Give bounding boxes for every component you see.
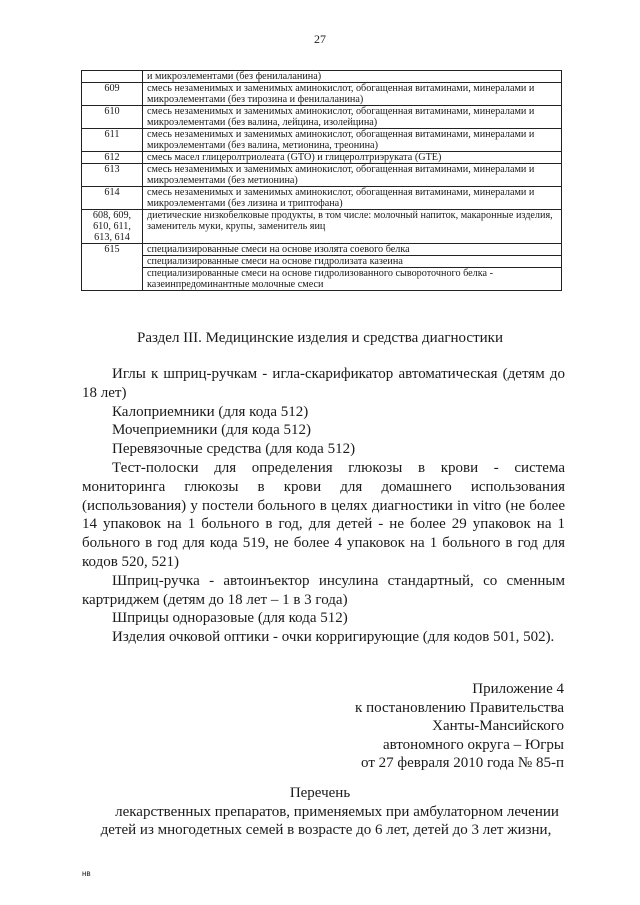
- table-cell-code: 613: [82, 164, 143, 187]
- table-cell-description: смесь незаменимых и заменимых аминокислот, обогащенная витаминами, минералами и микроэлементами (без валина, метионина, треонина): [143, 129, 562, 152]
- table-cell-description: смесь незаменимых и заменимых аминокислот, обогащенная витаминами, минералами и микроэлементами (без метионина): [143, 164, 562, 187]
- appendix-line: от 27 февраля 2010 года № 85-п: [361, 755, 564, 771]
- table-cell-code: 615: [82, 244, 143, 291]
- table-row: [82, 152, 562, 164]
- page-number: 27: [314, 32, 326, 46]
- paragraph-test-strips: Тест-полоски для определения глюкозы в крови - система мониторинга глюкозы в крови для домашнего использования (использования) у постели больного в целях диагностики in vitro (не более 14 упаковок на 1 больного в год, для детей - не более 29 упаковок на 1 больного в год для кода 519, не более 4 упаковок на 1 больного в год для кодов 520, 521): [82, 459, 565, 570]
- table-cell-code: 610: [82, 106, 143, 129]
- table-row: [82, 71, 562, 83]
- paragraph-injection-needles: Иглы к шприц-ручкам - игла-скарификатор автоматическая (детям до 18 лет): [82, 366, 565, 401]
- table-row: [82, 244, 562, 256]
- table-cell-code: 608, 609, 610, 611, 613, 614: [82, 210, 143, 244]
- table-row: [82, 83, 562, 106]
- paragraph-urine-bags: Мочеприемники (для кода 512): [112, 422, 311, 439]
- table-cell-description: специализированные смеси на основе гидролизованного сывороточного белка - казеинпредоминантные молочные смеси: [143, 268, 562, 291]
- paragraph-dressings: Перевязочные средства (для кода 512): [112, 441, 356, 458]
- table-row: [82, 129, 562, 152]
- table-cell-description: смесь незаменимых и заменимых аминокислот, обогащенная витаминами, минералами и микроэлементами (без тирозина и фенилаланина): [143, 83, 562, 106]
- table-row: [82, 106, 562, 129]
- appendix-line: автономного округа – Югры: [382, 736, 564, 753]
- table-cell-description: специализированные смеси на основе гидролизата казеина: [143, 256, 562, 268]
- table-cell-description: специализированные смеси на основе изолята соевого белка: [143, 244, 562, 256]
- table-cell-code: 611: [82, 129, 143, 152]
- appendix-line: Ханты-Мансийского: [432, 718, 564, 734]
- table-row: [82, 187, 562, 210]
- list-title: [0, 784, 640, 840]
- table-cell-code: 609: [82, 83, 143, 106]
- table-row: [82, 210, 562, 244]
- appendix-header: [355, 680, 564, 773]
- table-cell-description: смесь незаменимых и заменимых аминокислот, обогащенная витаминами, минералами и микроэлементами (без лизина и триптофана): [143, 187, 562, 210]
- paragraph-syringe-pen: Шприц-ручка - автоинъектор инсулина стандартный, со сменным картриджем (детям до 18 лет – 1 в 3 года): [82, 572, 565, 608]
- list-title-heading: Перечень: [289, 785, 351, 801]
- list-title-line: лекарственных препаратов, применяемых при амбулаторном лечении: [115, 803, 559, 820]
- products-table: [81, 70, 562, 291]
- section-body: [82, 365, 565, 647]
- table-cell-description: смесь масел глицеролтриолеата (GTO) и глицеролтриэруката (GTE): [143, 152, 562, 164]
- appendix-line: Приложение 4: [472, 681, 564, 697]
- table-cell-description: и микроэлементами (без фенилаланина): [143, 71, 562, 83]
- list-title-line: детей из многодетных семей в возрасте до 6 лет, детей до 3 лет жизни,: [100, 822, 552, 838]
- appendix-line: к постановлению Правительства: [355, 699, 564, 716]
- paragraph-colostomy-bags: Калоприемники (для кода 512): [112, 403, 309, 420]
- table-row: [82, 164, 562, 187]
- table-cell-code: [82, 71, 143, 83]
- table-cell-code: 612: [82, 152, 143, 164]
- footer-mark: нв: [82, 869, 91, 878]
- table-cell-code: 614: [82, 187, 143, 210]
- section-title: Раздел III. Медицинские изделия и средства диагностики: [137, 330, 503, 346]
- table-cell-description: смесь незаменимых и заменимых аминокислот, обогащенная витаминами, минералами и микроэлементами (без валина, лейцина, изолейцина): [143, 106, 562, 129]
- table-row: [82, 256, 562, 268]
- paragraph-syringes: Шприцы одноразовые (для кода 512): [112, 610, 348, 627]
- table-row: [82, 268, 562, 291]
- table-cell-description: диетические низкобелковые продукты, в том числе: молочный напиток, макаронные изделия, заменитель муки, крупы, заменитель яиц: [143, 210, 562, 244]
- paragraph-eyeglasses: Изделия очковой оптики - очки корригирующие (для кодов 501, 502).: [112, 629, 555, 646]
